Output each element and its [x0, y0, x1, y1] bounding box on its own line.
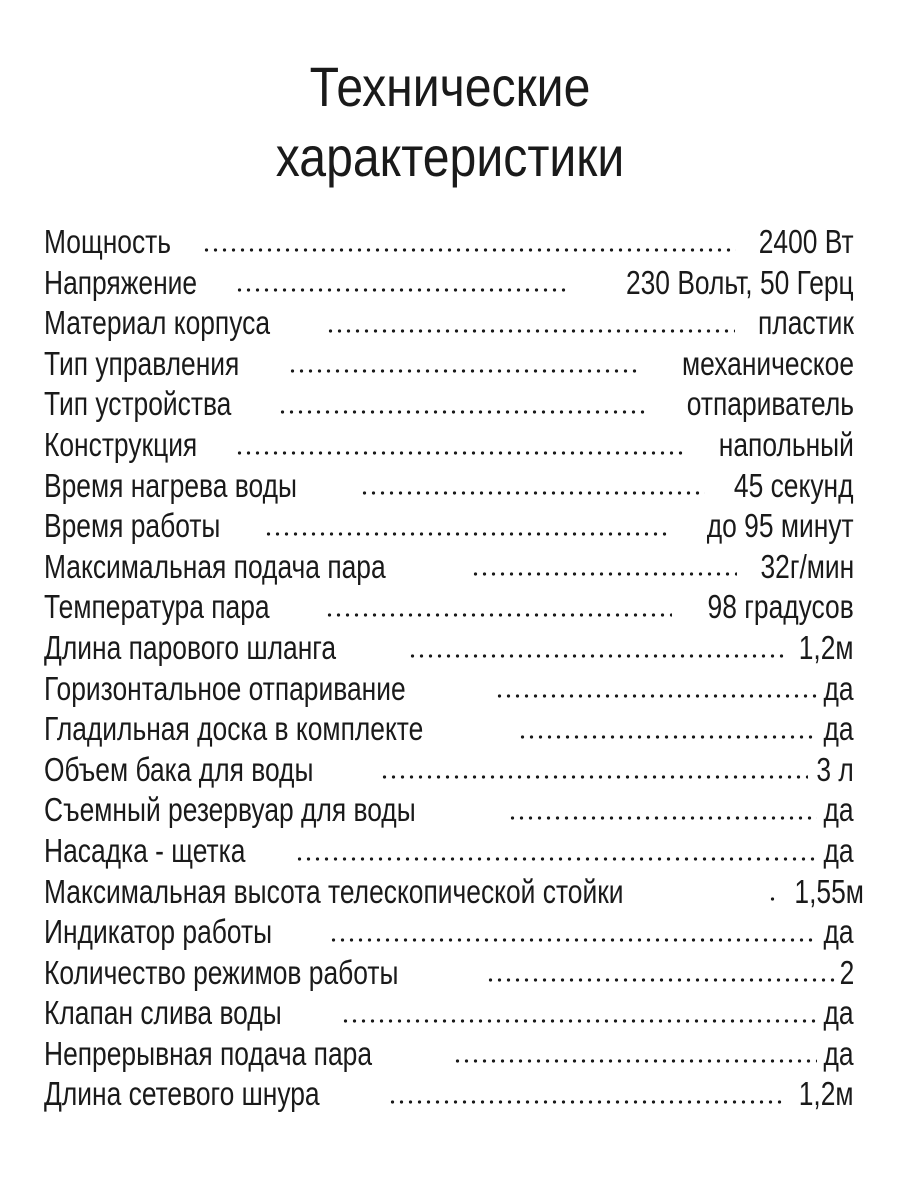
spec-row — [44, 628, 854, 669]
dot-leader — [278, 410, 646, 414]
spec-label: Материал корпуса — [44, 304, 271, 342]
spec-value: 1,55м — [794, 872, 865, 910]
dot-leader — [486, 978, 836, 982]
spec-row — [44, 790, 854, 831]
spec-row — [44, 912, 854, 953]
spec-list — [44, 222, 865, 1115]
spec-row — [44, 1074, 854, 1115]
spec-value: пластик — [758, 304, 854, 342]
spec-label: Непрерывная подача пара — [44, 1034, 373, 1072]
spec-value: отпариватель — [686, 385, 854, 423]
spec-label: Клапан слива воды — [44, 994, 282, 1032]
spec-label: Мощность — [44, 223, 171, 260]
spec-label: Съемный резервуар для воды — [44, 791, 416, 829]
dot-leader — [453, 1059, 817, 1063]
page-title-line-2: характеристики — [275, 125, 625, 188]
spec-label: Тип управления — [44, 344, 240, 382]
page-title — [0, 52, 900, 192]
spec-value: 3 л — [816, 750, 854, 788]
spec-row — [44, 425, 854, 466]
dot-leader — [380, 775, 808, 779]
spec-row — [44, 263, 854, 304]
spec-row — [44, 872, 865, 913]
dot-leader — [518, 735, 817, 739]
spec-value: 1,2м — [799, 628, 854, 666]
dot-leader — [408, 654, 786, 658]
spec-row — [44, 303, 854, 344]
dot-leader — [288, 369, 640, 373]
spec-row — [44, 669, 854, 710]
spec-value: 230 Вольт, 50 Герц — [626, 263, 854, 301]
spec-label: Время работы — [44, 507, 221, 545]
dot-leader — [471, 572, 738, 576]
spec-label: Горизонтальное отпаривание — [44, 669, 406, 707]
spec-row — [44, 344, 854, 385]
dot-leader — [202, 248, 736, 252]
spec-value: да — [823, 710, 854, 748]
spec-value: 2 — [839, 953, 854, 991]
spec-row — [44, 506, 854, 547]
spec-label: Количество режимов работы — [44, 953, 399, 991]
spec-row — [44, 587, 854, 628]
dot-leader — [360, 491, 705, 495]
spec-row — [44, 953, 854, 994]
spec-value: 2400 Вт — [759, 223, 854, 260]
spec-label: Максимальная подача пара — [44, 547, 386, 585]
spec-value: да — [823, 831, 854, 869]
spec-value: да — [823, 913, 854, 951]
spec-value: да — [823, 791, 854, 829]
spec-label: Время нагрева воды — [44, 466, 297, 504]
dot-leader — [508, 816, 817, 820]
spec-label: Насадка - щетка — [44, 831, 246, 869]
spec-label: Длина парового шланга — [44, 628, 337, 666]
spec-row — [44, 709, 854, 750]
spec-row — [44, 384, 854, 425]
spec-value: 98 градусов — [707, 588, 854, 626]
dot-leader — [768, 897, 778, 901]
spec-label: Длина сетевого шнура — [44, 1075, 320, 1113]
dot-leader — [329, 938, 817, 942]
spec-label: Объем бака для воды — [44, 750, 314, 788]
spec-label: Тип устройства — [44, 385, 232, 423]
spec-value: 32г/мин — [760, 547, 854, 585]
spec-value: 1,2м — [799, 1075, 854, 1113]
spec-label: Максимальная высота телескопической стойки — [44, 872, 624, 910]
dot-leader — [295, 857, 817, 861]
spec-value: да — [823, 1034, 854, 1072]
spec-row — [44, 547, 854, 588]
page-title-line-1: Технические — [309, 55, 591, 118]
spec-value: да — [823, 994, 854, 1032]
spec-row — [44, 831, 854, 872]
spec-label: Напряжение — [44, 263, 198, 301]
spec-value: до 95 минут — [707, 507, 854, 545]
dot-leader — [235, 451, 686, 455]
spec-row — [44, 1034, 854, 1075]
spec-label: Температура пара — [44, 588, 270, 626]
spec-value: напольный — [718, 425, 854, 463]
dot-leader — [325, 613, 671, 617]
dot-leader — [264, 532, 671, 536]
dot-leader — [341, 1019, 817, 1023]
spec-label: Конструкция — [44, 425, 198, 463]
spec-value: 45 секунд — [734, 466, 854, 504]
dot-leader — [388, 1100, 786, 1104]
spec-row — [44, 993, 854, 1034]
spec-label: Гладильная доска в комплекте — [44, 710, 424, 748]
dot-leader — [495, 694, 817, 698]
spec-row — [44, 466, 854, 507]
dot-leader — [326, 329, 735, 333]
spec-value: механическое — [681, 344, 854, 382]
spec-label: Индикатор работы — [44, 913, 273, 951]
dot-leader — [235, 288, 570, 292]
spec-value: да — [823, 669, 854, 707]
spec-row — [44, 222, 854, 263]
spec-row — [44, 750, 854, 791]
